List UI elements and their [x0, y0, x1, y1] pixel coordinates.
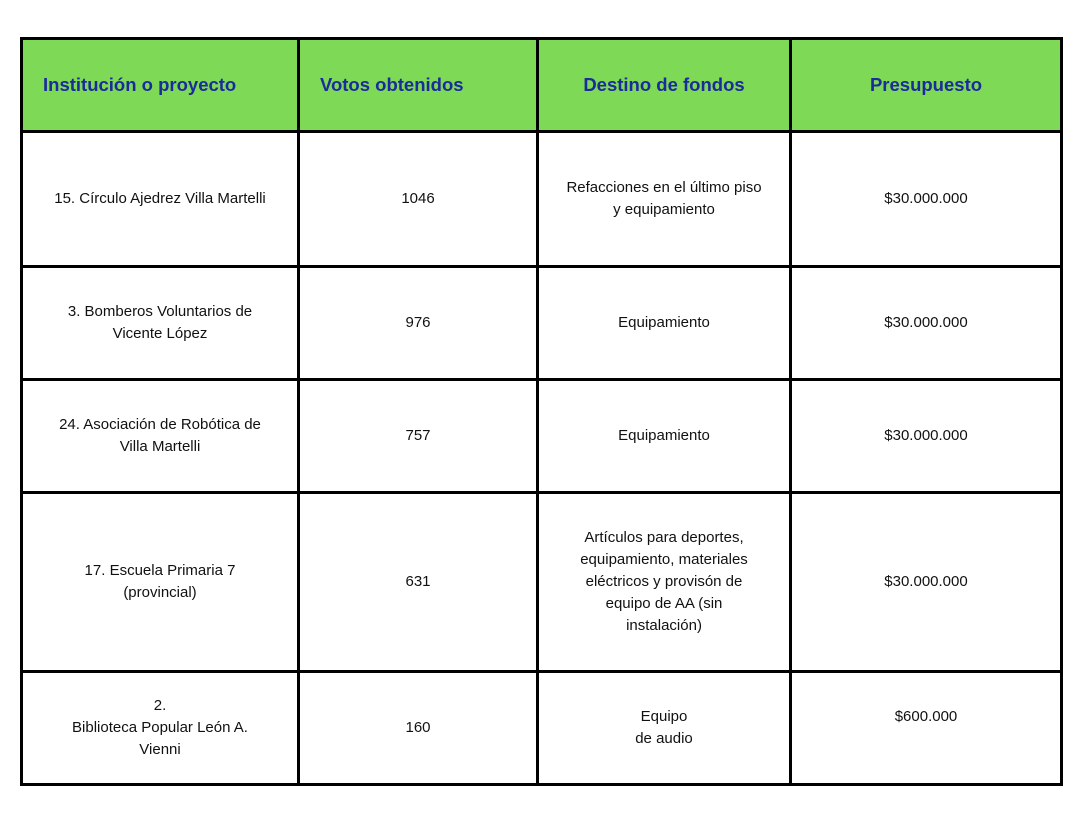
table-row: [22, 132, 1062, 267]
destination-text: Equipo de audio: [635, 708, 693, 747]
institution-text: 15. Círculo Ajedrez Villa Martelli: [54, 190, 266, 207]
destination-text: Equipamiento: [618, 314, 710, 331]
destination-cell: [538, 132, 791, 267]
votes-text: 757: [405, 427, 431, 444]
destination-cell: [538, 380, 791, 493]
destination-text: Artículos para deportes, equipamiento, materiales eléctricos y provisón de equipo de AA (sin instalación): [580, 529, 748, 634]
budget-text: $30.000.000: [884, 190, 968, 207]
institution-cell: [22, 132, 299, 267]
votes-cell: [299, 493, 538, 672]
budget-cell: [791, 267, 1062, 380]
destination-text: Refacciones en el último piso y equipamiento: [566, 179, 762, 218]
table-row: [22, 672, 1062, 785]
results-table: [20, 37, 1063, 786]
institution-text: 24. Asociación de Robótica de Villa Martelli: [59, 416, 261, 455]
header-votes: Votos obtenidos: [299, 39, 538, 132]
institution-text: 2. Biblioteca Popular León A. Vienni: [72, 697, 248, 758]
votes-cell: [299, 267, 538, 380]
votes-text: 631: [405, 573, 431, 590]
institution-cell: [22, 672, 299, 785]
header-row: [22, 39, 1062, 132]
institution-cell: [22, 380, 299, 493]
header-budget: Presupuesto: [791, 39, 1062, 132]
table-row: [22, 493, 1062, 672]
destination-cell: [538, 267, 791, 380]
budget-cell: [791, 380, 1062, 493]
votes-text: 976: [405, 314, 431, 331]
table-row: [22, 380, 1062, 493]
institution-text: 3. Bomberos Voluntarios de Vicente López: [67, 303, 253, 342]
destination-cell: [538, 672, 791, 785]
header-institution: Institución o proyecto: [22, 39, 299, 132]
votes-cell: [299, 380, 538, 493]
institution-cell: [22, 267, 299, 380]
budget-cell: [791, 672, 1062, 785]
votes-text: 160: [405, 719, 431, 736]
budget-cell: [791, 493, 1062, 672]
votes-cell: [299, 132, 538, 267]
budget-text: $30.000.000: [884, 573, 968, 590]
institution-cell: [22, 493, 299, 672]
votes-text: 1046: [401, 190, 435, 207]
budget-cell: [791, 132, 1062, 267]
institution-text: 17. Escuela Primaria 7 (provincial): [84, 562, 236, 601]
header-destination: Destino de fondos: [538, 39, 791, 132]
destination-cell: [538, 493, 791, 672]
budget-text: $30.000.000: [884, 427, 968, 444]
budget-text: $30.000.000: [884, 314, 968, 331]
budget-text: $600.000: [894, 708, 958, 725]
destination-text: Equipamiento: [618, 427, 710, 444]
table-row: [22, 267, 1062, 380]
votes-cell: [299, 672, 538, 785]
